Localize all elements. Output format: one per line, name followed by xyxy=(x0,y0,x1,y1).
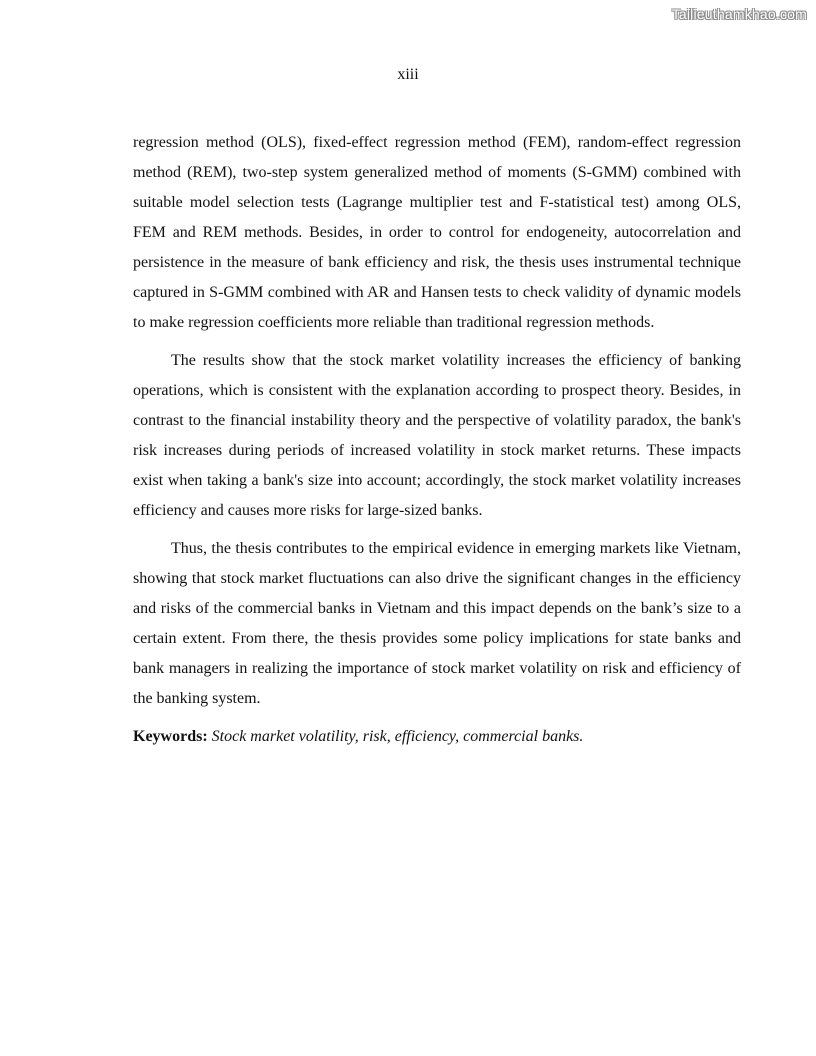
page-number: xiii xyxy=(397,66,419,83)
paragraph-1: regression method (OLS), fixed-effect regression method (FEM), random-effect regression method (REM), two-step system generalized method of moments (S-GMM) combined with suitable model selection tests (Lagrange multiplier test and F-statistical test) among OLS, FEM and REM methods. Besides, in order to control for endogeneity, autocorrelation and persistence in the measure of bank efficiency and risk, the thesis uses instrumental technique captured in S-GMM combined with AR and Hansen tests to check validity of dynamic models to make regression coefficients more reliable than traditional regression methods. xyxy=(133,134,741,331)
keywords-text: Stock market volatility, risk, efficiency, commercial banks. xyxy=(211,728,584,745)
body-text xyxy=(133,128,741,752)
keywords-label: Keywords: xyxy=(133,728,208,745)
keywords-line xyxy=(133,722,741,752)
paragraph-3: Thus, the thesis contributes to the empirical evidence in emerging markets like Vietnam, showing that stock market fluctuations can also drive the significant changes in the efficiency and risks of the commercial banks in Vietnam and this impact depends on the bank’s size to a certain extent. From there, the thesis provides some policy implications for state banks and bank managers in realizing the importance of stock market volatility on risk and efficiency of the banking system. xyxy=(133,540,741,707)
watermark: Tailieuthamkhao.com xyxy=(671,6,807,22)
paragraph-2: The results show that the stock market volatility increases the efficiency of banking operations, which is consistent with the explanation according to prospect theory. Besides, in contrast to the financial instability theory and the perspective of volatility paradox, the bank's risk increases during periods of increased volatility in stock market returns. These impacts exist when taking a bank's size into account; accordingly, the stock market volatility increases efficiency and causes more risks for large-sized banks. xyxy=(133,352,741,519)
